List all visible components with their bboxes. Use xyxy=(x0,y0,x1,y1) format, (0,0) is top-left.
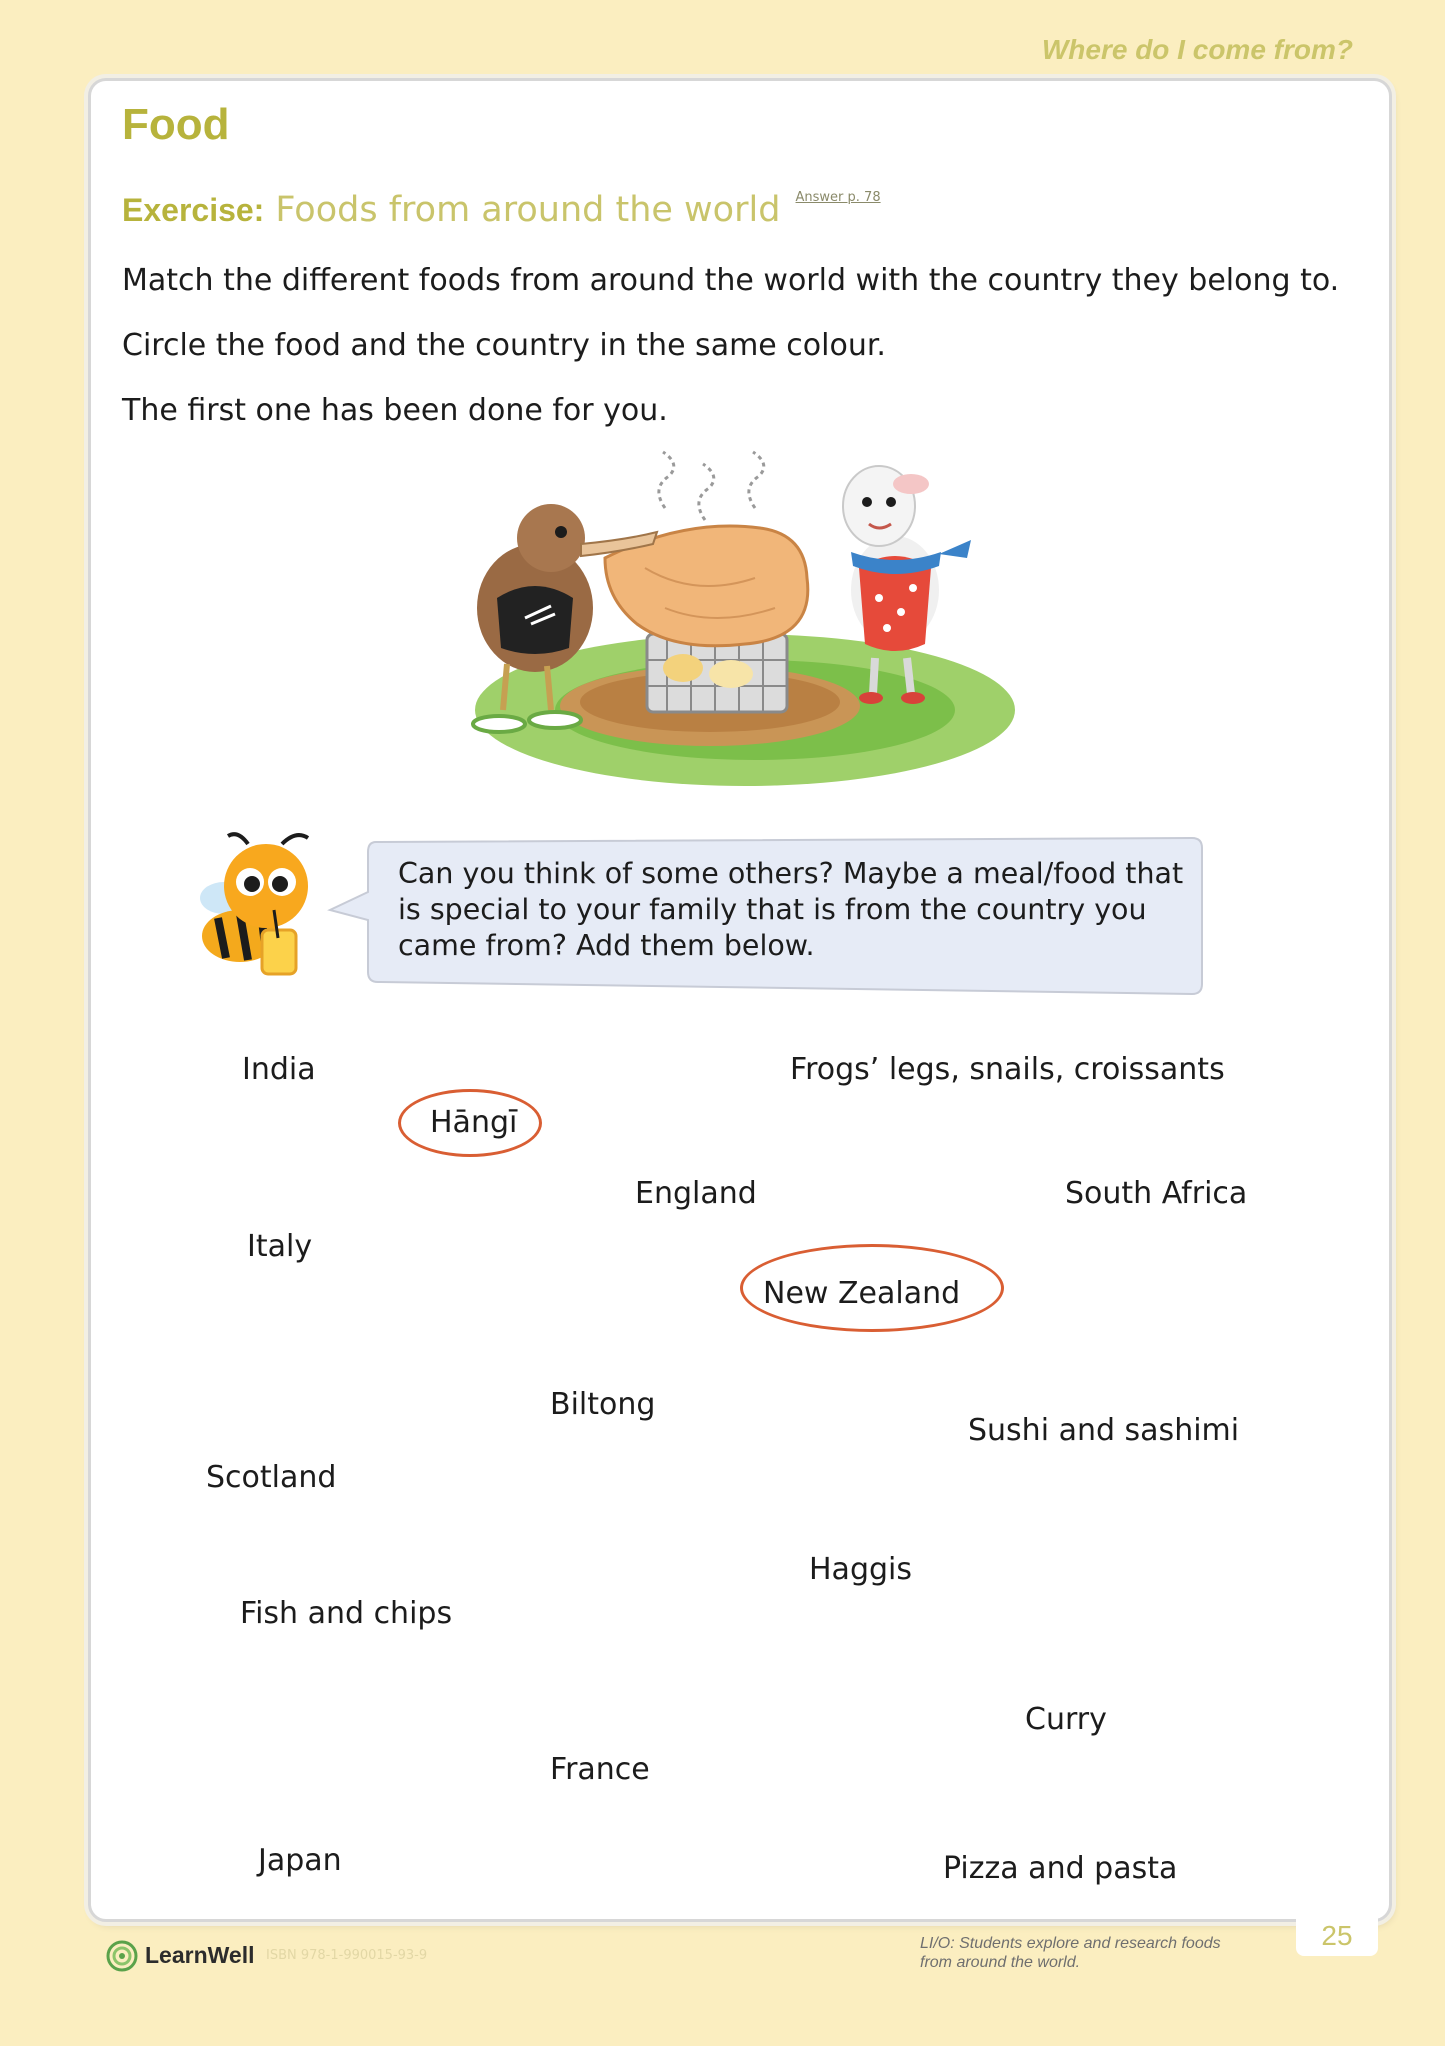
learning-intention xyxy=(920,1934,1280,1972)
bee-mascot-icon xyxy=(192,826,322,986)
speech-line: came from? Add them below. xyxy=(398,929,815,962)
hangi-illustration xyxy=(455,448,1015,798)
page-heading: Food xyxy=(122,100,230,149)
speech-line: is special to your family that is from the country you xyxy=(398,893,1147,926)
learnwell-logo-icon xyxy=(106,1940,138,1972)
lio-line: from around the world. xyxy=(920,1954,1081,1971)
food-haggis[interactable]: Haggis xyxy=(809,1552,912,1587)
country-france[interactable]: France xyxy=(550,1752,650,1787)
food-sushi[interactable]: Sushi and sashimi xyxy=(968,1413,1240,1448)
brand-name: LearnWell xyxy=(145,1942,255,1968)
food-curry[interactable]: Curry xyxy=(1025,1702,1107,1737)
food-pizza-and-pasta[interactable]: Pizza and pasta xyxy=(943,1851,1178,1886)
exercise-label: Exercise: xyxy=(122,192,265,228)
exercise-title: Foods from around the world xyxy=(275,190,781,230)
isbn: ISBN 978-1-990015-93-9 xyxy=(266,1948,428,1963)
lio-line: LI/O: Students explore and research foods xyxy=(920,1935,1221,1952)
country-japan[interactable]: Japan xyxy=(258,1843,342,1878)
instruction-line: The first one has been done for you. xyxy=(122,393,668,428)
speech-line: Can you think of some others? Maybe a meal/food that xyxy=(398,857,1184,890)
speech-bubble-text xyxy=(398,856,1198,964)
country-new-zealand[interactable]: New Zealand xyxy=(763,1276,961,1311)
section-title: Where do I come from? xyxy=(1041,34,1353,65)
food-fish-and-chips[interactable]: Fish and chips xyxy=(240,1596,453,1631)
page-number: 25 xyxy=(1296,1916,1378,1956)
food-frogs-legs[interactable]: Frogs’ legs, snails, croissants xyxy=(790,1052,1225,1087)
country-england[interactable]: England xyxy=(635,1176,757,1211)
food-biltong[interactable]: Biltong xyxy=(550,1387,656,1422)
answer-reference-link[interactable]: Answer p. 78 xyxy=(795,190,881,205)
instruction-line: Circle the food and the country in the same colour. xyxy=(122,328,886,363)
instruction-line: Match the different foods from around the world with the country they belong to. xyxy=(122,263,1340,298)
exercise-heading xyxy=(122,190,881,230)
country-italy[interactable]: Italy xyxy=(247,1229,313,1264)
country-south-africa[interactable]: South Africa xyxy=(1065,1176,1248,1211)
food-hangi[interactable]: Hāngī xyxy=(430,1105,518,1140)
country-scotland[interactable]: Scotland xyxy=(206,1460,337,1495)
country-india[interactable]: India xyxy=(242,1052,316,1087)
